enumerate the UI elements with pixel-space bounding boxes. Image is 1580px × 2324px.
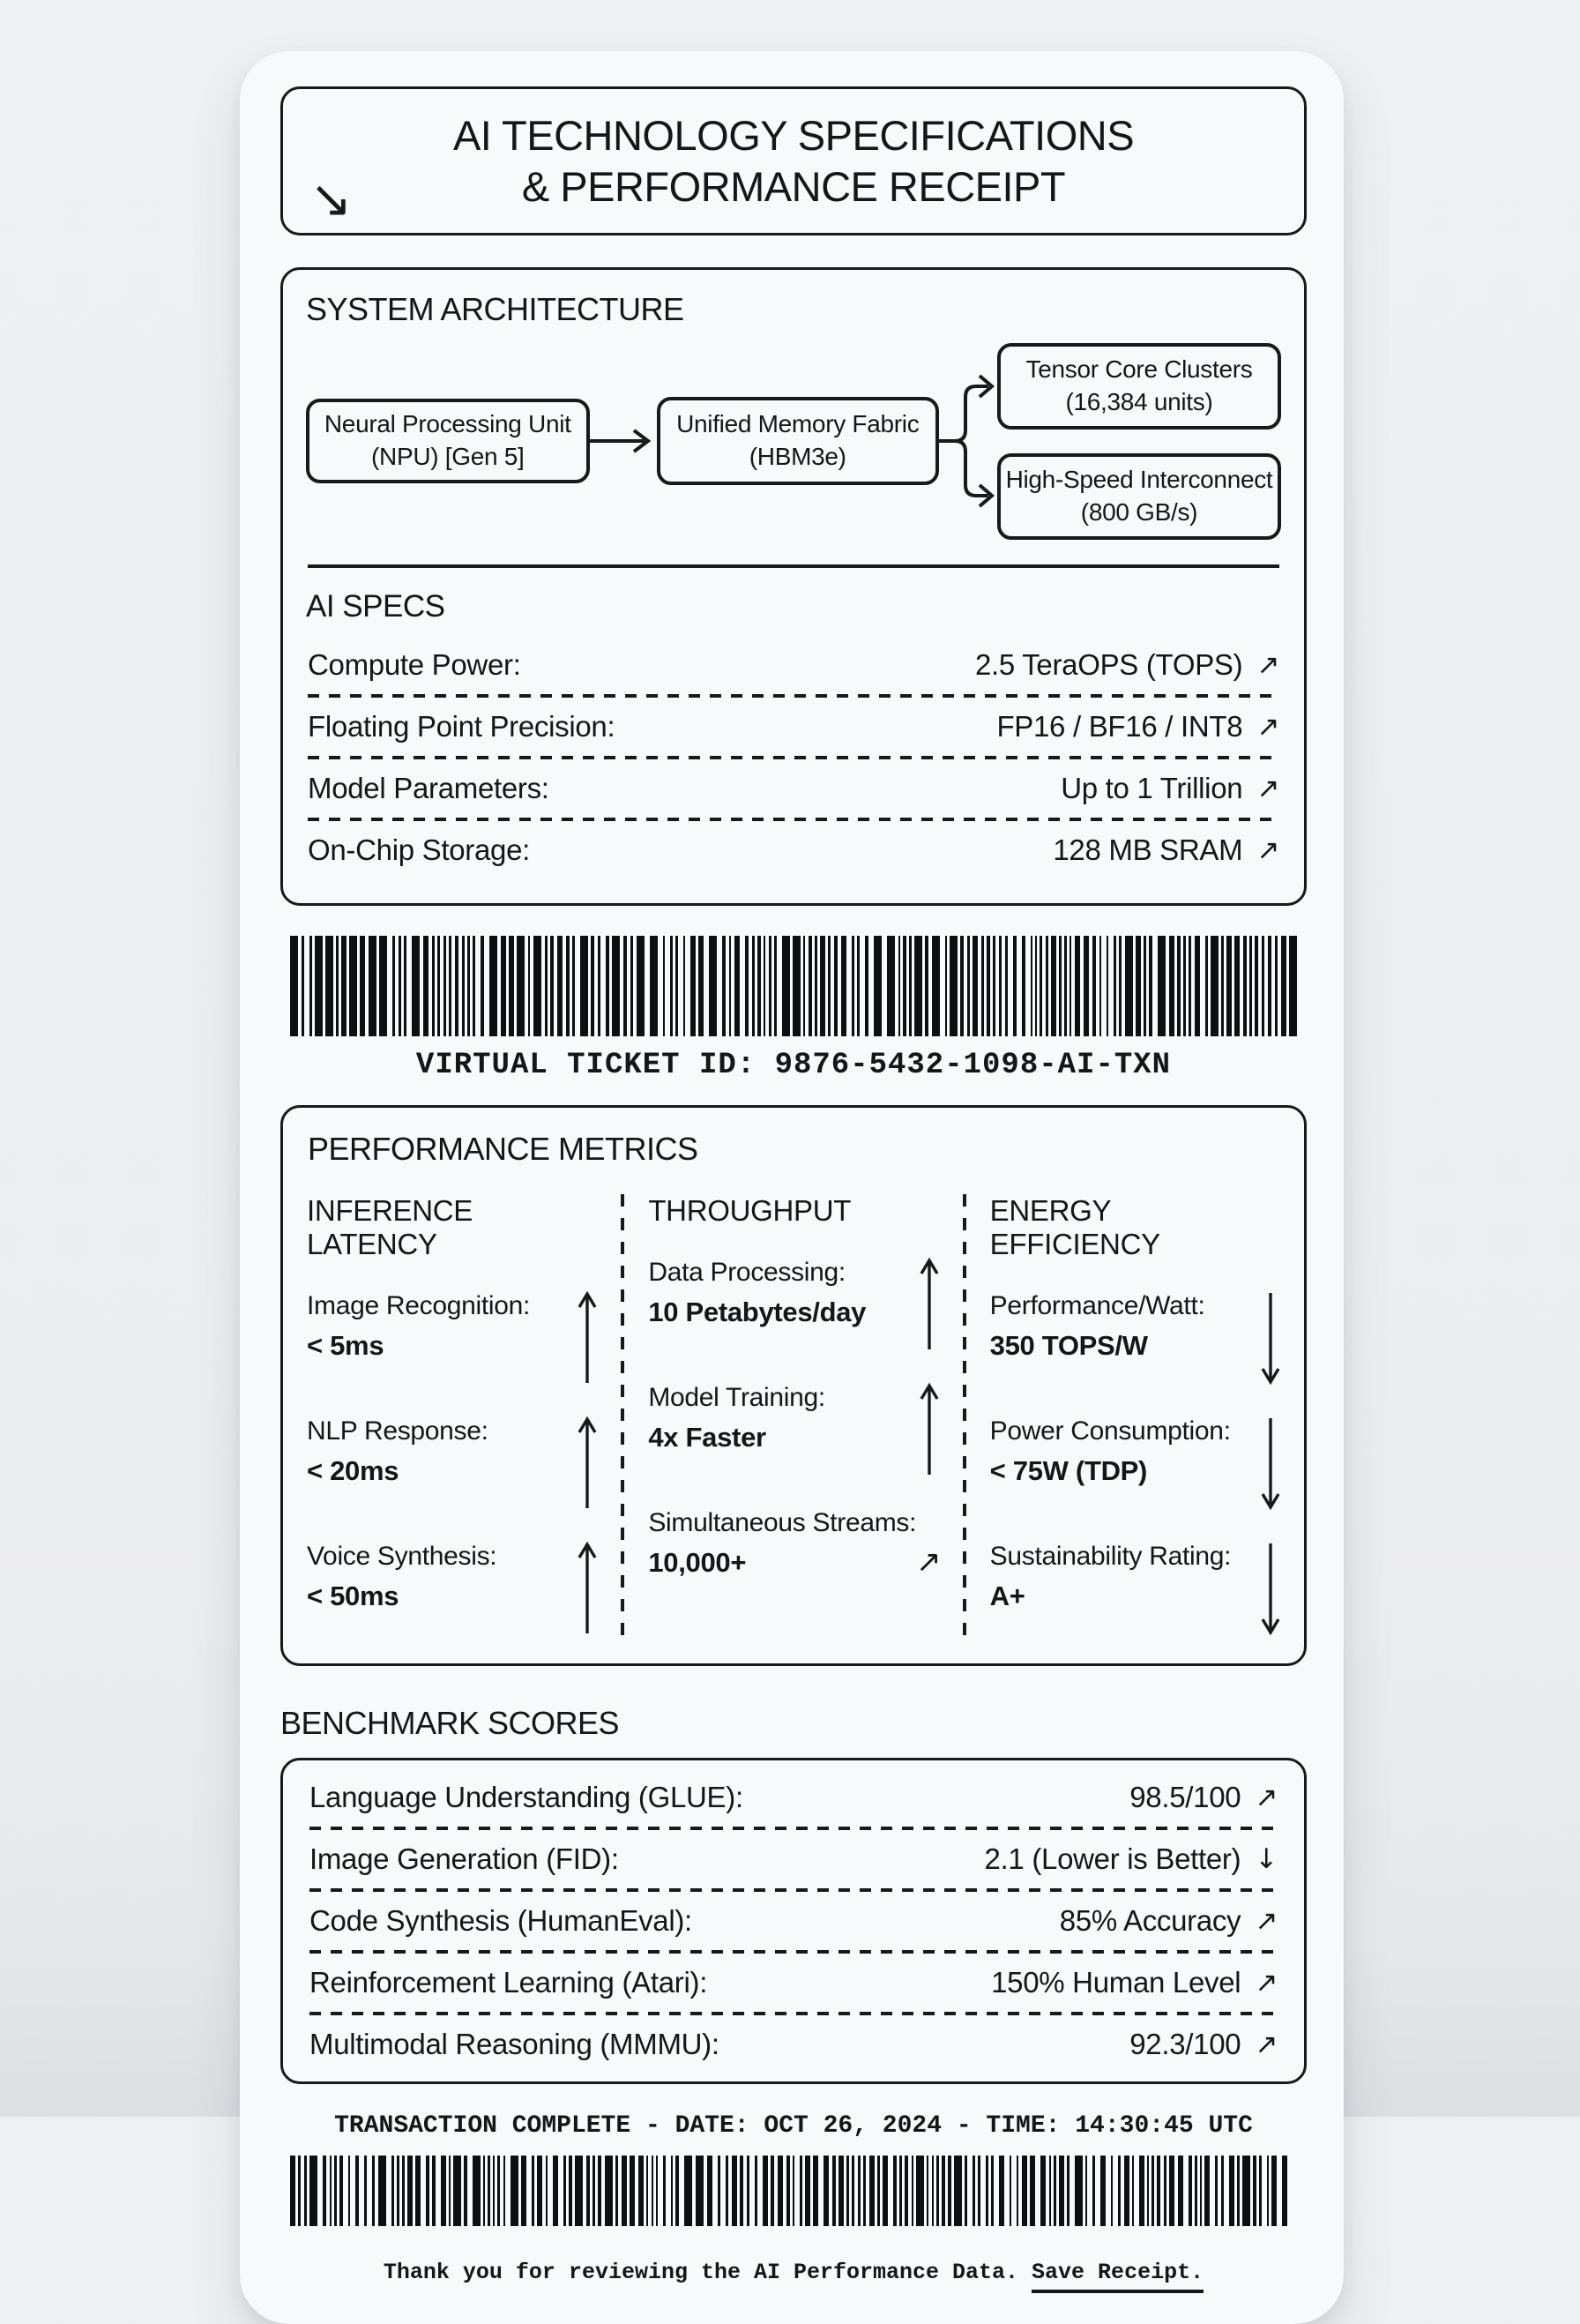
dashed-divider [309, 1950, 1278, 1954]
dashed-divider [308, 694, 1279, 698]
branch-connector-icon [939, 342, 997, 540]
benchmark-row [308, 1954, 1279, 2011]
dashed-divider [309, 1827, 1278, 1830]
architecture-diagram [306, 342, 1281, 540]
benchmark-row [308, 1769, 1279, 1826]
dashed-divider [309, 2012, 1278, 2015]
node-tensor-cores-line2: (16,384 units) [1065, 387, 1213, 415]
arrow-up-icon [919, 1381, 940, 1478]
node-interconnect-line1: High-Speed Interconnect [1005, 465, 1273, 493]
trend-up-right-icon: ↗ [1256, 648, 1279, 681]
metric-item [648, 1256, 941, 1353]
trend-up-right-icon: ↗ [1256, 710, 1279, 743]
spec-label: On-Chip Storage: [308, 833, 530, 866]
node-unified-memory-line1: Unified Memory Fabric [676, 410, 920, 438]
node-npu [306, 399, 590, 483]
spec-value: Up to 1 Trillion [1061, 772, 1243, 804]
metric-value: 10,000+ [648, 1546, 747, 1578]
benchmark-value: 150% Human Level [991, 1966, 1241, 1999]
dashed-divider [308, 756, 1279, 759]
metric-column-heading: INFERENCE LATENCY [307, 1194, 473, 1260]
spec-row [306, 637, 1281, 693]
architecture-branch-column [997, 343, 1281, 540]
benchmark-value: 2.1 (Lower is Better) [984, 1842, 1241, 1875]
spec-value: 2.5 TeraOPS (TOPS) [974, 648, 1243, 681]
arrow-up-right-icon: ↗ [916, 1543, 942, 1580]
spec-row [306, 699, 1281, 755]
arrow-up-icon [577, 1415, 598, 1512]
metric-value: < 75W (TDP) [989, 1454, 1148, 1486]
spec-value: 128 MB SRAM [1053, 833, 1243, 866]
metric-label: Power Consumption: [989, 1416, 1231, 1446]
performance-metrics-heading: PERFORMANCE METRICS [308, 1131, 698, 1167]
dashed-divider [309, 1888, 1278, 1892]
metric-value: 350 TOPS/W [989, 1329, 1148, 1361]
barcode-image [288, 936, 1299, 1036]
benchmark-label: Image Generation (FID): [309, 1842, 619, 1875]
metric-label: Data Processing: [648, 1258, 846, 1287]
trend-up-right-icon: ↗ [1256, 772, 1279, 804]
benchmark-value: 85% Accuracy [1059, 1904, 1241, 1937]
section-divider [308, 564, 1279, 568]
page-title-line-1: AI TECHNOLOGY SPECIFICATIONS [452, 112, 1135, 160]
metric-column-inference-latency [283, 1194, 621, 1637]
system-architecture-heading: SYSTEM ARCHITECTURE [306, 291, 684, 327]
ai-specs-heading: AI SPECS [306, 589, 445, 624]
node-unified-memory-line2: (HBM3e) [749, 443, 846, 470]
metric-label: Voice Synthesis: [307, 1542, 497, 1571]
receipt-card [240, 51, 1344, 2324]
metric-label: Performance/Watt: [989, 1291, 1205, 1320]
trend-down-icon: ↓ [1255, 1842, 1278, 1875]
arrow-down-icon [1260, 1415, 1281, 1512]
transaction-status-line: TRANSACTION COMPLETE - DATE: OCT 26, 2024 - TIME: 14:30:45 UTC [334, 2112, 1253, 2140]
save-receipt-link[interactable]: Save Receipt. [1032, 2260, 1204, 2293]
metric-label: Sustainability Rating: [989, 1542, 1232, 1571]
trend-up-right-icon: ↗ [1255, 2028, 1278, 2060]
trend-up-right-icon: ↗ [1255, 1966, 1278, 1999]
arrow-down-right-icon: ↘ [309, 168, 353, 228]
metric-item [990, 1289, 1283, 1386]
node-npu-line1: Neural Processing Unit [324, 410, 571, 438]
thank-you-text: Thank you for reviewing the AI Performance Data. [383, 2260, 1019, 2285]
benchmark-scores-heading: BENCHMARK SCORES [280, 1705, 620, 1741]
benchmark-value: 98.5/100 [1129, 1781, 1241, 1813]
arrow-up-icon [577, 1289, 598, 1386]
benchmark-label: Reinforcement Learning (Atari): [309, 1966, 708, 1999]
trend-up-right-icon: ↗ [1255, 1781, 1278, 1813]
arrow-up-icon [919, 1256, 940, 1353]
benchmark-row [308, 1893, 1279, 1949]
metric-item [990, 1415, 1283, 1512]
node-tensor-cores-line1: Tensor Core Clusters [1025, 355, 1253, 383]
metric-value: 10 Petabytes/day [648, 1296, 867, 1327]
metric-item [307, 1289, 600, 1386]
ticket-barcode-zone [280, 936, 1307, 1082]
metric-label: NLP Response: [307, 1416, 488, 1446]
node-tensor-cores [997, 343, 1281, 430]
node-npu-line2: (NPU) [Gen 5] [371, 443, 525, 470]
metric-column-throughput [624, 1194, 962, 1637]
ticket-id-label: VIRTUAL TICKET ID: 9876-5432-1098-AI-TXN [415, 1049, 1172, 1082]
benchmark-row [308, 1831, 1279, 1887]
metric-column-heading: THROUGHPUT [648, 1194, 852, 1227]
thank-you-line [280, 2260, 1307, 2285]
metric-item [648, 1506, 941, 1579]
trend-up-right-icon: ↗ [1256, 833, 1279, 866]
barcode-image-footer [288, 2156, 1299, 2226]
arrow-down-icon [1260, 1289, 1281, 1386]
benchmark-label: Language Understanding (GLUE): [309, 1781, 743, 1813]
metric-column-heading: ENERGY EFFICIENCY [989, 1194, 1160, 1260]
metric-value: < 20ms [307, 1454, 399, 1486]
benchmark-row [308, 2016, 1279, 2073]
node-interconnect [997, 453, 1281, 540]
benchmark-value: 92.3/100 [1129, 2028, 1241, 2060]
spec-row [306, 760, 1281, 817]
performance-metrics-section [280, 1105, 1307, 1666]
metric-value: A+ [989, 1580, 1025, 1611]
metric-value: < 50ms [307, 1580, 399, 1611]
spec-label: Model Parameters: [308, 772, 549, 804]
trend-up-right-icon: ↗ [1255, 1904, 1278, 1937]
metric-item [990, 1540, 1283, 1637]
benchmark-label: Code Synthesis (HumanEval): [309, 1904, 692, 1937]
page-title-line-2: & PERFORMANCE RECEIPT [521, 162, 1066, 210]
ai-specs-list [306, 637, 1281, 878]
metric-item [648, 1381, 941, 1478]
benchmark-label: Multimodal Reasoning (MMMU): [309, 2028, 719, 2060]
metric-item [307, 1540, 600, 1637]
metric-label: Simultaneous Streams: [648, 1508, 917, 1537]
metric-value: < 5ms [307, 1329, 384, 1361]
metric-label: Image Recognition: [307, 1291, 531, 1320]
node-unified-memory [657, 397, 940, 485]
spec-label: Floating Point Precision: [308, 710, 615, 743]
benchmark-scores-section [280, 1758, 1307, 2084]
metric-column-energy-efficiency [966, 1194, 1304, 1637]
node-interconnect-line2: (800 GB/s) [1080, 497, 1198, 526]
arrow-up-icon [577, 1540, 598, 1637]
metric-value: 4x Faster [648, 1421, 766, 1453]
flow-arrow-icon [590, 399, 657, 483]
spec-row [306, 822, 1281, 878]
receipt-header [280, 86, 1307, 235]
metric-item [307, 1415, 600, 1512]
system-architecture-section [280, 267, 1307, 906]
metrics-columns [283, 1194, 1304, 1637]
spec-label: Compute Power: [308, 648, 521, 681]
metric-label: Model Training: [648, 1383, 825, 1412]
arrow-down-icon [1260, 1540, 1281, 1637]
dashed-divider [308, 818, 1279, 821]
spec-value: FP16 / BF16 / INT8 [996, 710, 1243, 743]
